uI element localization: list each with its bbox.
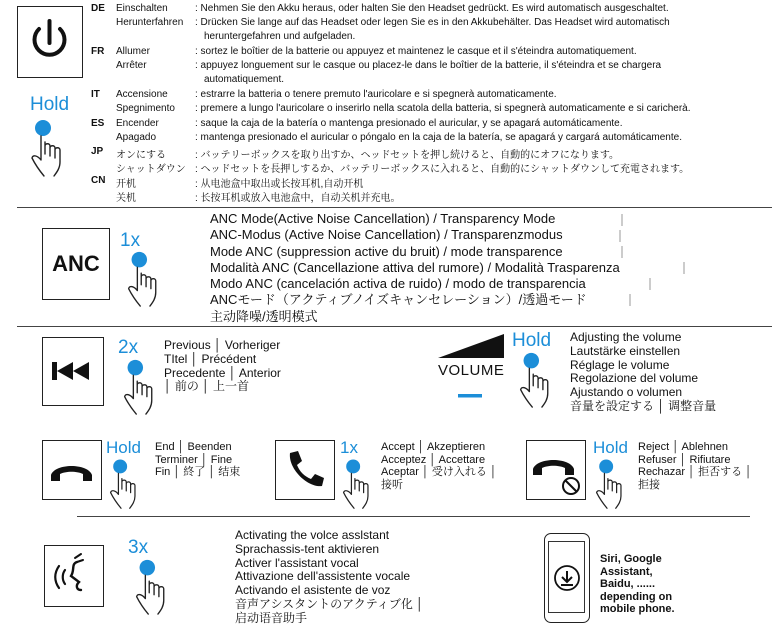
lang-code: FR — [91, 46, 105, 57]
accept-call-line: Aceptar │ 受け入れる │ — [381, 466, 497, 479]
end-call-line: Fin │ 終了 │ 结束 — [155, 466, 241, 479]
off-desc: : Drücken Sie lange auf das Headset oder legen Sie es in den Akkubehälter. Das Headset wird automatisch — [195, 17, 670, 28]
on-desc: : バッテリーボックスを取り出すか、ヘッドセットを押し続けると、自動的にオフになります。 — [195, 150, 620, 161]
anc-line-separators — [590, 212, 690, 312]
previous-line: Precedente │ Anterior — [164, 365, 281, 380]
accept-call-icon — [275, 440, 335, 500]
off-label: Apagado — [116, 132, 157, 143]
off-label: Herunterfahren — [116, 17, 184, 28]
assistant-note — [600, 553, 675, 616]
off-desc: : ヘッドセットを長押しするか、バッテリーボックスに入れると、自動的にシャットダウンして充電されます。 — [195, 164, 690, 175]
previous-track-icon — [42, 337, 104, 406]
reject-call-line: Refuser │ Rifiutare — [638, 453, 731, 466]
mobile-phone-icon — [544, 533, 590, 623]
voice-assistant-tap-hand-icon — [134, 556, 178, 616]
anc-tap-hand-icon — [126, 248, 170, 308]
note-line: Baidu, ...... — [600, 578, 656, 591]
lang-code: JP — [91, 146, 104, 157]
previous-line: │ 前の │ 上一首 — [164, 379, 250, 394]
reject-call-line: Reject │ Ablehnen — [638, 441, 729, 453]
previous-line: TItel │ Précédent — [164, 351, 257, 366]
reject-call-line: 拒接 — [638, 479, 660, 492]
on-label: Einschalten — [116, 3, 168, 14]
volume-hold-label: Hold — [512, 330, 552, 351]
note-line: Assistant, — [600, 565, 653, 578]
assistant-line: Attivazione dell'assistente vocale — [235, 569, 411, 584]
volume-line: 音量を設定する │ 调整音量 — [570, 398, 717, 413]
volume-icon-text: VOLUME — [438, 362, 505, 379]
on-desc: : sortez le boîtier de la batterie ou appuyez et maintenez le casque et il s'éteindra automatiquement. — [195, 46, 637, 57]
assistant-line: Sprachassis-tent aktivieren — [235, 541, 380, 556]
anc-line: 主动降噪/透明模式 — [210, 308, 318, 324]
on-desc: : Nehmen Sie den Akku heraus, oder halten Sie den Headset gedrückt. Es wird automatisch ausgeschaltet. — [195, 3, 669, 14]
off-label: シャットダウン — [116, 164, 186, 175]
volume-line: Lautstärke einstellen — [570, 343, 681, 358]
volume-description — [570, 331, 716, 414]
reject-call-tap-hand-icon — [594, 456, 634, 510]
off-desc-cont: heruntergefahren und aufgeladen. — [204, 31, 356, 42]
anc-line: ANCモード（アクティブノイズキャンセレーション）/透過モード — [210, 292, 587, 308]
note-line: depending on — [600, 590, 673, 603]
anc-line: ANC Mode(Active Noise Cancellation) / Transparency Mode — [210, 211, 556, 226]
power-icon — [17, 6, 83, 78]
on-label: Accensione — [116, 89, 168, 100]
anc-icon-text: ANC — [52, 251, 100, 276]
assistant-line: Activer l'assistant vocal — [235, 555, 359, 570]
end-call-description — [155, 441, 240, 479]
lang-code: ES — [91, 118, 105, 129]
off-desc-cont: automatiquement. — [204, 74, 285, 85]
assistant-line: 音声アシスタントのアクティブ化 │ — [235, 596, 424, 611]
divider — [77, 516, 750, 517]
on-label: Encender — [116, 118, 159, 129]
end-call-icon — [42, 440, 102, 500]
accept-call-tap-hand-icon — [341, 456, 381, 510]
off-desc: : 长按耳机或放入电池盒中，自动关机并充电。 — [195, 193, 401, 204]
accept-call-line: Accept │ Akzeptieren — [381, 441, 486, 453]
off-desc: : premere a lungo l'auricolare o inserirlo nella scatola della batteria, si spegnerà automaticamente e si caricherà. — [195, 103, 691, 114]
end-call-line: End │ Beenden — [155, 441, 232, 453]
anc-tap-label: 1x — [120, 230, 141, 251]
assistant-line: Activando el asistente de voz — [235, 583, 391, 598]
off-label: Arrêter — [116, 60, 147, 71]
accept-call-line: 接听 — [381, 479, 403, 492]
voice-assistant-description — [235, 529, 424, 626]
voice-assistant-tap-label: 3x — [128, 537, 149, 558]
off-desc: : appuyez longuement sur le casque ou placez-le dans le boîtier de la batterie, il s'éteindra et se chargera — [195, 60, 662, 71]
assistant-line: Activating the volce asslstant — [235, 528, 390, 542]
power-tap-hand-icon — [30, 116, 74, 178]
end-call-line: Terminer │ Fine — [155, 453, 233, 466]
previous-description — [164, 339, 281, 394]
reject-call-icon — [526, 440, 586, 500]
volume-line: Réglage le volume — [570, 357, 670, 372]
voice-assistant-icon — [44, 545, 104, 607]
divider — [17, 207, 772, 208]
on-label: オンにする — [116, 150, 166, 161]
volume-line: Regolazione del volume — [570, 371, 699, 386]
volume-tap-hand-icon — [518, 349, 562, 409]
off-label: 关机 — [116, 193, 136, 204]
on-label: Allumer — [116, 46, 150, 57]
end-call-tap-hand-icon — [108, 456, 148, 510]
lang-code: CN — [91, 175, 106, 186]
anc-icon — [42, 228, 110, 300]
lang-code: DE — [91, 3, 105, 14]
on-desc: : estrarre la batteria o tenere premuto l'auricolare e si spegnerà automaticamente. — [195, 89, 557, 100]
download-icon — [553, 564, 581, 592]
end-call-hold-label: Hold — [106, 438, 141, 457]
previous-tap-hand-icon — [122, 356, 166, 416]
reject-call-description — [638, 441, 752, 492]
on-desc: : saque la caja de la batería o mantenga presionado el auricular, y se apagará automáticamente. — [195, 118, 623, 129]
off-label: Spegnimento — [116, 103, 175, 114]
accept-call-tap-label: 1x — [340, 438, 358, 457]
previous-line: Previous │ Vorheriger — [164, 338, 281, 352]
accept-call-description — [381, 441, 497, 492]
note-line: Siri, Google — [600, 553, 662, 565]
divider — [17, 326, 772, 327]
volume-line: Adjusting the volume — [570, 330, 682, 344]
power-hold-label: Hold — [30, 94, 70, 115]
anc-line: Modalità ANC (Cancellazione attiva del rumore) / Modalità Trasparenza — [210, 259, 620, 275]
accept-call-line: Acceptez │ Accettare — [381, 453, 486, 466]
lang-code: IT — [91, 89, 100, 100]
previous-tap-label: 2x — [118, 337, 139, 358]
assistant-line: 启动语音助手 — [235, 610, 308, 625]
reject-call-hold-label: Hold — [593, 438, 628, 457]
off-desc: : mantenga presionado el auricular o póngalo en la caja de la batería, se apagará y cargará automáticamente. — [195, 132, 682, 143]
on-desc: : 从电池盒中取出或长按耳机,自动开机 — [195, 179, 364, 190]
reject-call-line: Rechazar │ 拒否する │ — [638, 466, 752, 479]
anc-description — [210, 211, 620, 325]
anc-line: ANC-Modus (Active Noise Cancellation) / Transparenzmodus — [210, 227, 563, 243]
note-line: mobile phone. — [600, 603, 675, 616]
anc-line: Modo ANC (cancelación activa de ruido) / modo de transparencia — [210, 276, 586, 292]
volume-line: Ajustando o volumen — [570, 385, 683, 400]
on-label: 开机 — [116, 179, 136, 190]
anc-line: Mode ANC (suppression active du bruit) / mode transparence — [210, 243, 563, 259]
